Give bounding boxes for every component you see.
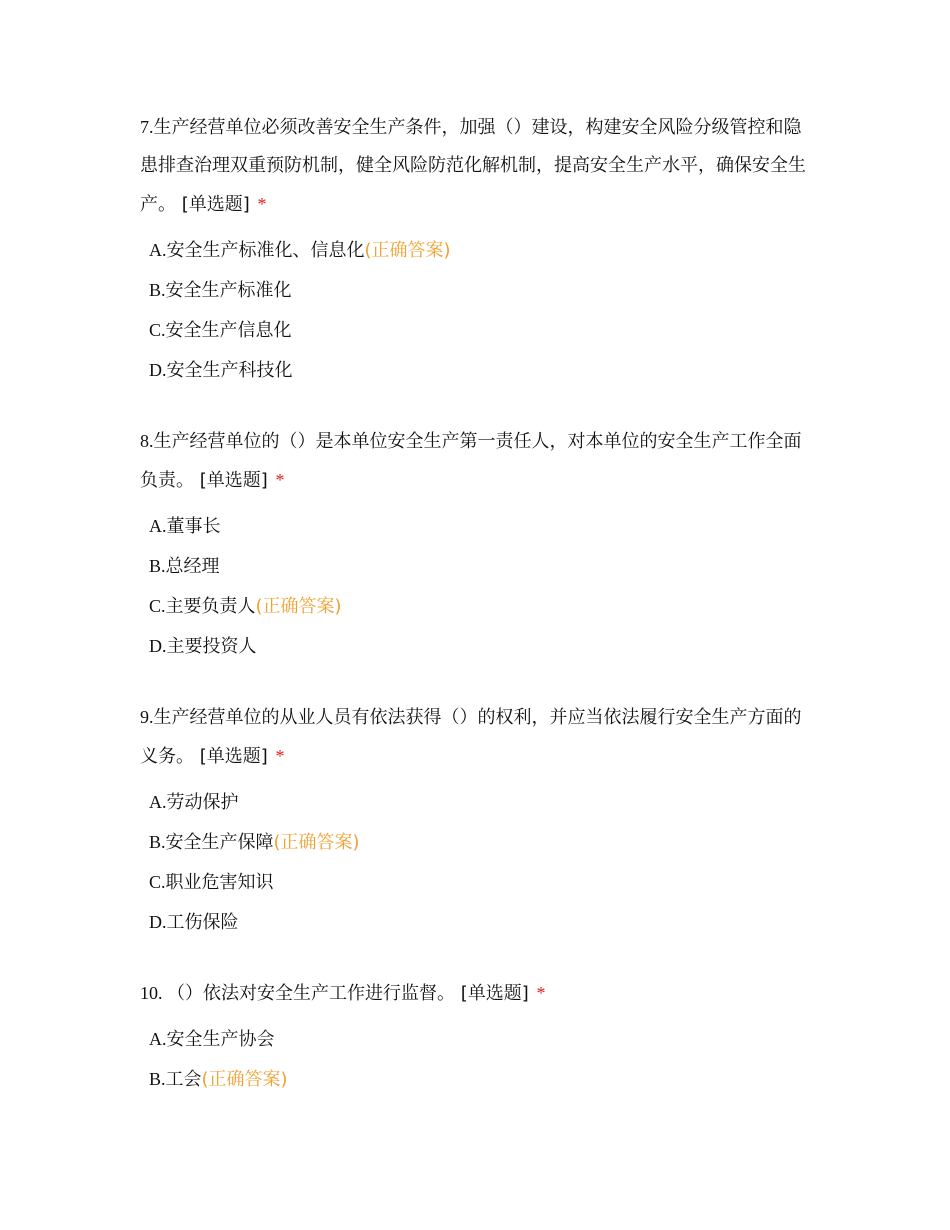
option-text: 工伤保险 bbox=[166, 912, 239, 933]
option-d[interactable] bbox=[149, 626, 815, 666]
question-type-label: [单选题] bbox=[199, 470, 268, 491]
question-title bbox=[140, 698, 815, 776]
option-list bbox=[140, 230, 815, 390]
correct-answer-tag: (正确答案) bbox=[273, 832, 360, 853]
question-title bbox=[140, 974, 815, 1013]
question-10 bbox=[140, 974, 815, 1099]
question-9 bbox=[140, 698, 815, 942]
option-a[interactable] bbox=[149, 230, 815, 270]
required-marker: * bbox=[536, 983, 546, 1003]
question-number: 10. bbox=[140, 983, 167, 1003]
option-letter: C. bbox=[149, 320, 166, 340]
option-letter: A. bbox=[149, 792, 167, 812]
option-text: 安全生产保障 bbox=[165, 832, 274, 853]
correct-answer-tag: (正确答案) bbox=[201, 1069, 288, 1090]
option-text: 职业危害知识 bbox=[165, 872, 274, 893]
option-c[interactable] bbox=[149, 310, 815, 350]
required-marker: * bbox=[275, 746, 285, 766]
question-type-label: [单选题] bbox=[199, 746, 268, 767]
option-letter: A. bbox=[149, 516, 167, 536]
option-letter: A. bbox=[149, 240, 167, 260]
option-a[interactable] bbox=[149, 1019, 815, 1059]
option-list bbox=[140, 782, 815, 942]
question-7 bbox=[140, 108, 815, 390]
option-text: 安全生产标准化 bbox=[165, 280, 292, 301]
option-a[interactable] bbox=[149, 782, 815, 822]
option-text: 劳动保护 bbox=[166, 792, 239, 813]
question-type-label: [单选题] bbox=[460, 983, 529, 1004]
question-text: 生产经营单位的（）是本单位安全生产第一责任人，对本单位的安全生产工作全面负责。 bbox=[140, 431, 802, 491]
option-letter: D. bbox=[149, 360, 167, 380]
option-text: 工会 bbox=[165, 1069, 202, 1090]
option-letter: B. bbox=[149, 280, 166, 300]
option-b[interactable] bbox=[149, 270, 815, 310]
question-text: 生产经营单位的从业人员有依法获得（）的权利，并应当依法履行安全生产方面的义务。 bbox=[140, 707, 802, 767]
option-text: 安全生产协会 bbox=[166, 1029, 275, 1050]
option-letter: B. bbox=[149, 556, 166, 576]
option-text: 主要负责人 bbox=[165, 596, 256, 617]
required-marker: * bbox=[257, 194, 267, 214]
question-page bbox=[140, 108, 815, 1131]
option-letter: A. bbox=[149, 1029, 167, 1049]
option-letter: B. bbox=[149, 832, 166, 852]
option-text: 安全生产科技化 bbox=[166, 360, 293, 381]
option-letter: D. bbox=[149, 636, 167, 656]
option-list bbox=[140, 1019, 815, 1099]
question-title bbox=[140, 108, 815, 224]
question-number: 9. bbox=[140, 707, 154, 727]
option-text: 董事长 bbox=[166, 516, 221, 537]
option-d[interactable] bbox=[149, 902, 815, 942]
question-8 bbox=[140, 422, 815, 666]
option-b[interactable] bbox=[149, 546, 815, 586]
option-b[interactable] bbox=[149, 822, 815, 862]
option-letter: B. bbox=[149, 1069, 166, 1089]
option-letter: C. bbox=[149, 596, 166, 616]
option-text: 安全生产信息化 bbox=[165, 320, 292, 341]
question-number: 7. bbox=[140, 117, 154, 137]
option-text: 总经理 bbox=[165, 556, 220, 577]
option-text: 主要投资人 bbox=[166, 636, 257, 657]
question-number: 8. bbox=[140, 431, 154, 451]
option-list bbox=[140, 506, 815, 666]
option-letter: D. bbox=[149, 912, 167, 932]
correct-answer-tag: (正确答案) bbox=[255, 596, 342, 617]
question-text: 生产经营单位必须改善安全生产条件，加强（）建设，构建安全风险分级管控和隐患排查治理双重预防机制，健全风险防范化解机制，提高安全生产水平，确保安全生产。 bbox=[140, 117, 806, 215]
option-text: 安全生产标准化、信息化 bbox=[166, 240, 365, 261]
question-text: （）依法对安全生产工作进行监督。 bbox=[167, 983, 455, 1004]
option-c[interactable] bbox=[149, 862, 815, 902]
required-marker: * bbox=[275, 470, 285, 490]
option-a[interactable] bbox=[149, 506, 815, 546]
question-type-label: [单选题] bbox=[181, 194, 250, 215]
correct-answer-tag: (正确答案) bbox=[364, 240, 451, 261]
option-b[interactable] bbox=[149, 1059, 815, 1099]
option-d[interactable] bbox=[149, 350, 815, 390]
option-letter: C. bbox=[149, 872, 166, 892]
option-c[interactable] bbox=[149, 586, 815, 626]
question-title bbox=[140, 422, 815, 500]
